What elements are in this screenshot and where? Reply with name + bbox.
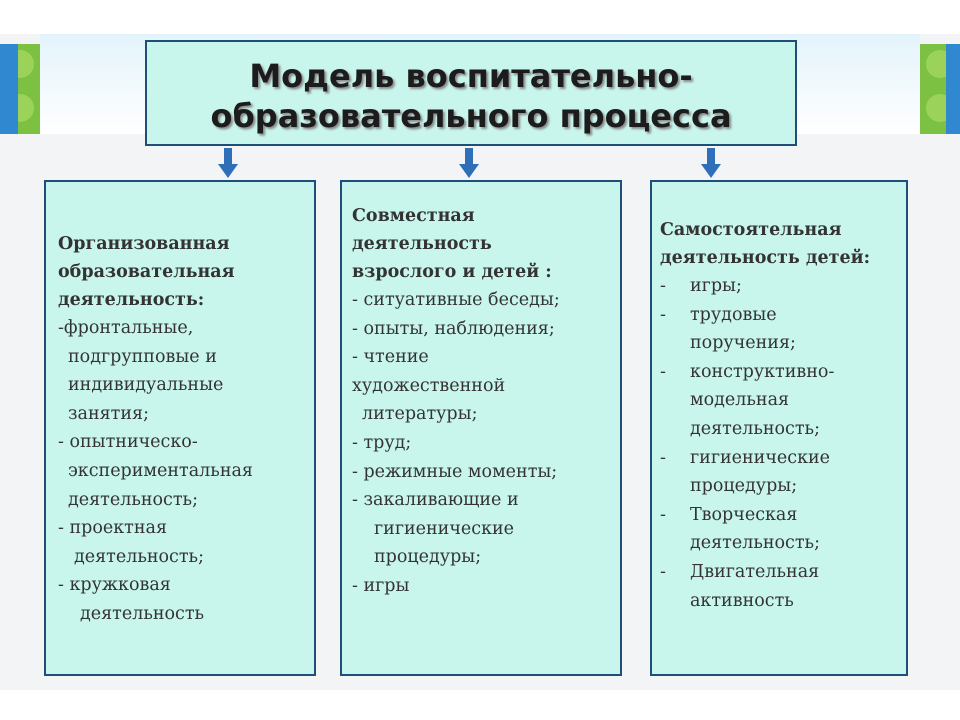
list-item: занятия; [68, 403, 149, 424]
list-item: экспериментальная [68, 460, 253, 481]
list-item-text: процедуры; [690, 476, 798, 497]
bullet-dash: - [660, 361, 666, 382]
title-line-2: образовательного процесса [210, 97, 732, 135]
list-item: деятельность; [68, 489, 198, 510]
list-item: процедуры; [374, 547, 482, 568]
list-item: - игры [352, 575, 410, 596]
independent-activity-box [650, 180, 908, 676]
joint-activity-box [340, 180, 622, 676]
heading-line: образовательная [58, 262, 235, 282]
arrow-down-icon [459, 148, 479, 178]
list-item-text: конструктивно- [690, 361, 835, 382]
bullet-dash: - [660, 561, 666, 582]
list-item-text: активность [690, 590, 794, 611]
list-item-text: гигиенические [690, 447, 831, 468]
column-heading [660, 216, 870, 272]
list-item-text: поручения; [690, 333, 796, 354]
list-item: деятельность [80, 603, 205, 624]
page-title [147, 56, 795, 136]
activity-list [58, 314, 253, 629]
heading-line: Организованная [58, 234, 230, 254]
heading-line: взрослого и детей : [352, 262, 552, 282]
list-item-text: деятельность; [690, 533, 820, 554]
heading-line: Совместная [352, 206, 475, 226]
lego-blue-right [946, 44, 960, 134]
activity-list [660, 272, 834, 615]
list-item [660, 444, 834, 473]
list-item: - кружковая [58, 575, 171, 596]
list-item: художественной [352, 375, 506, 396]
list-item [660, 301, 834, 330]
arrow-down-icon [701, 148, 721, 178]
organized-activity-box [44, 180, 316, 676]
lego-blue-left [0, 44, 18, 134]
list-item: - ситуативные беседы; [352, 290, 560, 310]
list-item-text: деятельность; [690, 418, 820, 439]
list-item [660, 558, 834, 587]
list-item: гигиенические [374, 518, 515, 539]
list-item: - режимные моменты; [352, 461, 558, 482]
title-line-1: Модель воспитательно- [249, 57, 693, 95]
list-item-text: игры; [690, 276, 742, 296]
list-item-text: Творческая [690, 504, 798, 525]
bullet-dash: - [660, 447, 666, 468]
list-item: - закаливающие и [352, 490, 519, 511]
list-item-text: трудовые [690, 304, 777, 325]
heading-line: Самостоятельная [660, 220, 842, 240]
bullet-dash: - [660, 304, 666, 325]
heading-line: деятельность [352, 234, 492, 254]
heading-line: деятельность детей: [660, 248, 871, 268]
list-item-text: Двигательная [690, 561, 820, 582]
list-item: подгрупповые и [68, 346, 217, 367]
activity-list [352, 286, 560, 601]
list-item: -фронтальные, [58, 318, 194, 338]
list-item: - опытническо- [58, 432, 198, 453]
list-item [660, 272, 834, 301]
arrow-down-icon [218, 148, 238, 178]
bullet-dash: - [660, 504, 666, 525]
list-item: литературы; [362, 404, 478, 425]
list-item: - чтение [352, 347, 429, 368]
list-item: - труд; [352, 432, 412, 453]
list-item: - опыты, наблюдения; [352, 318, 555, 339]
list-item [660, 358, 834, 387]
bullet-dash: - [660, 276, 666, 296]
heading-line: деятельность: [58, 290, 205, 310]
column-heading [352, 202, 552, 286]
list-item: индивидуальные [68, 375, 224, 396]
column-heading [58, 230, 235, 314]
list-item-text: модельная [690, 390, 790, 411]
list-item [660, 501, 834, 530]
title-box [145, 40, 797, 146]
list-item: деятельность; [74, 546, 204, 567]
list-item: - проектная [58, 518, 167, 539]
